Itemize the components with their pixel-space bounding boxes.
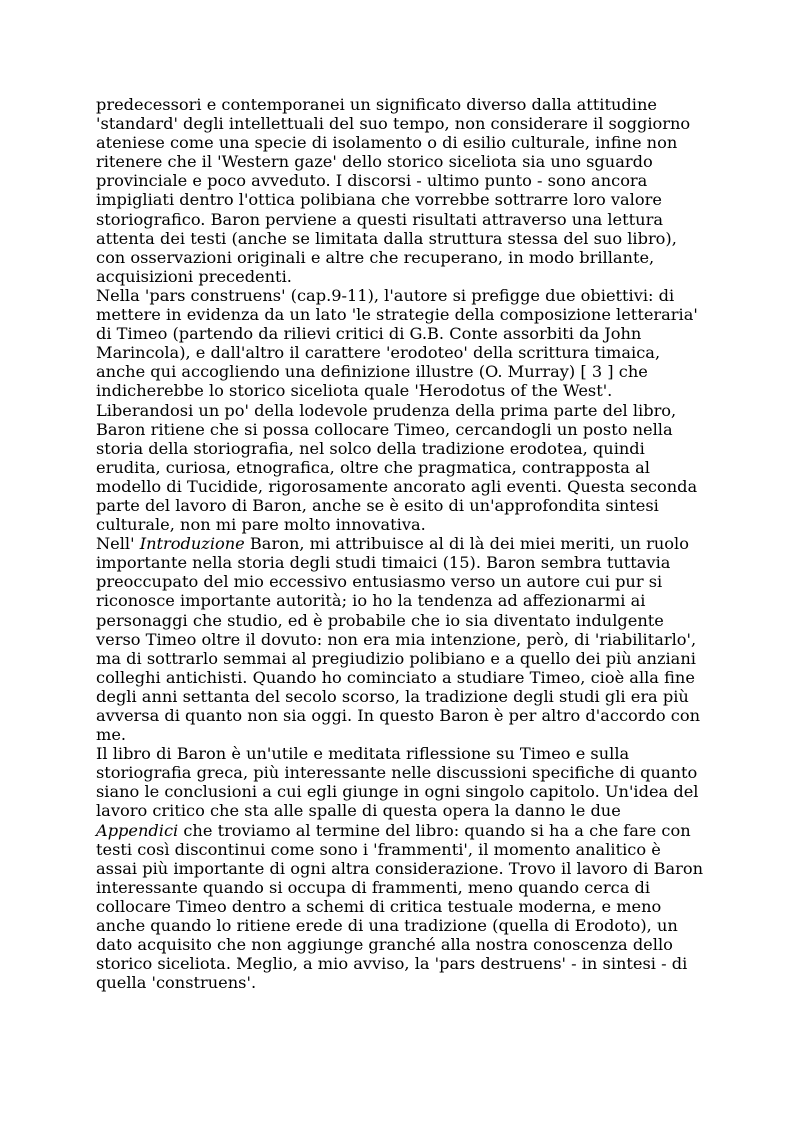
paragraph xyxy=(96,534,716,744)
text-line xyxy=(96,515,716,534)
text-run: modello di Tucidide, rigorosamente ancorato agli eventi. Questa seconda xyxy=(96,476,698,496)
text-run: Liberandosi un po' della lodevole prudenza della prima parte del libro, xyxy=(96,400,677,420)
text-run: erudita, curiosa, etnografica, oltre che pragmatica, contrapposta al xyxy=(96,457,650,477)
text-line xyxy=(96,859,716,878)
text-run: testi così discontinui come sono i 'frammenti', il momento analitico è xyxy=(96,839,661,859)
text-line xyxy=(96,420,716,439)
text-run: predecessori e contemporanei un significato diverso dalla attitudine xyxy=(96,95,657,114)
text-line xyxy=(96,534,716,553)
text-line xyxy=(96,763,716,782)
text-run: acquisizioni precedenti. xyxy=(96,266,292,286)
paragraph xyxy=(96,744,716,992)
text-line xyxy=(96,381,716,400)
text-line xyxy=(96,801,716,820)
text-line xyxy=(96,744,716,763)
text-line xyxy=(96,897,716,916)
text-run: storiografia greca, più interessante nelle discussioni specifiche di quanto xyxy=(96,763,698,783)
text-line xyxy=(96,954,716,973)
text-line xyxy=(96,496,716,515)
text-line xyxy=(96,916,716,935)
text-run: impigliati dentro l'ottica polibiana che vorrebbe sottrarre loro valore xyxy=(96,190,662,210)
text-run: Nella 'pars construens' (cap.9-11), l'autore si prefigge due obiettivi: di xyxy=(96,285,675,305)
text-run: anche quando lo ritiene erede di una tradizione (quella di Erodoto), un xyxy=(96,916,678,936)
text-run: colleghi antichisti. Quando ho cominciato a studiare Timeo, cioè alla fine xyxy=(96,667,695,687)
text-line xyxy=(96,572,716,591)
italic-term: Introduzione xyxy=(139,534,245,554)
text-line xyxy=(96,591,716,610)
italic-term: Appendici xyxy=(96,820,179,840)
text-run: che troviamo al termine del libro: quando si ha a che fare con xyxy=(178,820,691,840)
text-run: assai più importante di ogni altra considerazione. Trovo il lavoro di Baron xyxy=(96,858,704,878)
text-line xyxy=(96,973,716,992)
text-run: quella 'construens'. xyxy=(96,973,257,993)
text-run: indicherebbe lo storico siceliota quale 'Herodotus of the West'. xyxy=(96,381,613,401)
text-run: lavoro critico che sta alle spalle di questa opera la danno le due xyxy=(96,801,621,821)
text-run: ma di sottrarlo semmai al pregiudizio polibiano e a quello dei più anziani xyxy=(96,648,696,668)
text-line xyxy=(96,324,716,343)
text-line xyxy=(96,553,716,572)
text-line xyxy=(96,878,716,897)
text-run: di Timeo (partendo da rilievi critici di G.B. Conte assorbiti da John xyxy=(96,324,642,344)
paragraph xyxy=(96,95,716,286)
text-run: preoccupato del mio eccessivo entusiasmo verso un autore cui pur si xyxy=(96,572,663,592)
text-run: Baron, mi attribuisce al di là dei miei meriti, un ruolo xyxy=(244,534,689,554)
text-run: verso Timeo oltre il dovuto: non era mia intenzione, però, di 'riabilitarlo', xyxy=(96,629,697,649)
document-body xyxy=(96,95,716,992)
text-run: mettere in evidenza da un lato 'le strategie della composizione letteraria' xyxy=(96,305,698,325)
text-run: provinciale e poco avveduto. I discorsi - ultimo punto - sono ancora xyxy=(96,171,648,191)
text-run: siano le conclusioni a cui egli giunge in ogni singolo capitolo. Un'idea del xyxy=(96,782,699,802)
text-line xyxy=(96,248,716,267)
text-line xyxy=(96,706,716,725)
text-line xyxy=(96,725,716,744)
text-line xyxy=(96,229,716,248)
text-run: 'standard' degli intellettuali del suo tempo, non considerare il soggiorno xyxy=(96,114,691,134)
text-run: interessante quando si occupa di frammenti, meno quando cerca di xyxy=(96,877,651,897)
text-line xyxy=(96,630,716,649)
text-line xyxy=(96,190,716,209)
text-line xyxy=(96,611,716,630)
text-line xyxy=(96,171,716,190)
text-line xyxy=(96,133,716,152)
text-line xyxy=(96,477,716,496)
text-run: degli anni settanta del secolo scorso, la tradizione degli studi gli era più xyxy=(96,686,689,706)
text-line xyxy=(96,821,716,840)
text-line xyxy=(96,649,716,668)
text-line xyxy=(96,668,716,687)
text-run: storiografico. Baron perviene a questi risultati attraverso una lettura xyxy=(96,209,663,229)
text-run: personaggi che studio, ed è probabile che io sia diventato indulgente xyxy=(96,610,664,630)
text-line xyxy=(96,782,716,801)
text-line xyxy=(96,286,716,305)
text-line xyxy=(96,210,716,229)
text-run: Nell' xyxy=(96,534,140,554)
text-line xyxy=(96,840,716,859)
text-run: riconosce importante autorità; io ho la tendenza ad affezionarmi ai xyxy=(96,591,646,611)
text-line xyxy=(96,267,716,286)
text-run: Il libro di Baron è un'utile e meditata riflessione su Timeo e sulla xyxy=(96,744,630,764)
text-run: anche qui accogliendo una definizione illustre (O. Murray) [ 3 ] che xyxy=(96,362,648,382)
text-line xyxy=(96,935,716,954)
text-run: parte del lavoro di Baron, anche se è esito di un'approfondita sintesi xyxy=(96,495,659,515)
text-line xyxy=(96,439,716,458)
text-run: storia della storiografia, nel solco della tradizione erodotea, quindi xyxy=(96,438,645,458)
text-run: collocare Timeo dentro a schemi di critica testuale moderna, e meno xyxy=(96,896,662,916)
text-line xyxy=(96,401,716,420)
text-run: storico siceliota. Meglio, a mio avviso, la 'pars destruens' - in sintesi - di xyxy=(96,954,688,974)
paragraph xyxy=(96,286,716,534)
text-line xyxy=(96,458,716,477)
text-run: me. xyxy=(96,725,127,745)
text-line xyxy=(96,114,716,133)
text-run: con osservazioni originali e altre che recuperano, in modo brillante, xyxy=(96,247,655,267)
text-run: importante nella storia degli studi timaici (15). Baron sembra tuttavia xyxy=(96,553,671,573)
text-line xyxy=(96,343,716,362)
text-line xyxy=(96,152,716,171)
text-line xyxy=(96,95,716,114)
text-run: Marincola), e dall'altro il carattere 'erodoteo' della scrittura timaica, xyxy=(96,343,661,363)
text-line xyxy=(96,305,716,324)
text-run: avversa di quanto non sia oggi. In questo Baron è per altro d'accordo con xyxy=(96,706,700,725)
text-run: dato acquisito che non aggiunge granché alla nostra conoscenza dello xyxy=(96,935,673,955)
text-line xyxy=(96,687,716,706)
text-run: Baron ritiene che si possa collocare Timeo, cercandogli un posto nella xyxy=(96,419,673,439)
text-run: attenta dei testi (anche se limitata dalla struttura stessa del suo libro), xyxy=(96,228,677,248)
text-line xyxy=(96,362,716,381)
text-run: ateniese come una specie di isolamento o di esilio culturale, infine non xyxy=(96,133,678,153)
text-run: culturale, non mi pare molto innovativa. xyxy=(96,515,426,535)
text-run: ritenere che il 'Western gaze' dello storico siceliota sia uno sguardo xyxy=(96,152,653,172)
